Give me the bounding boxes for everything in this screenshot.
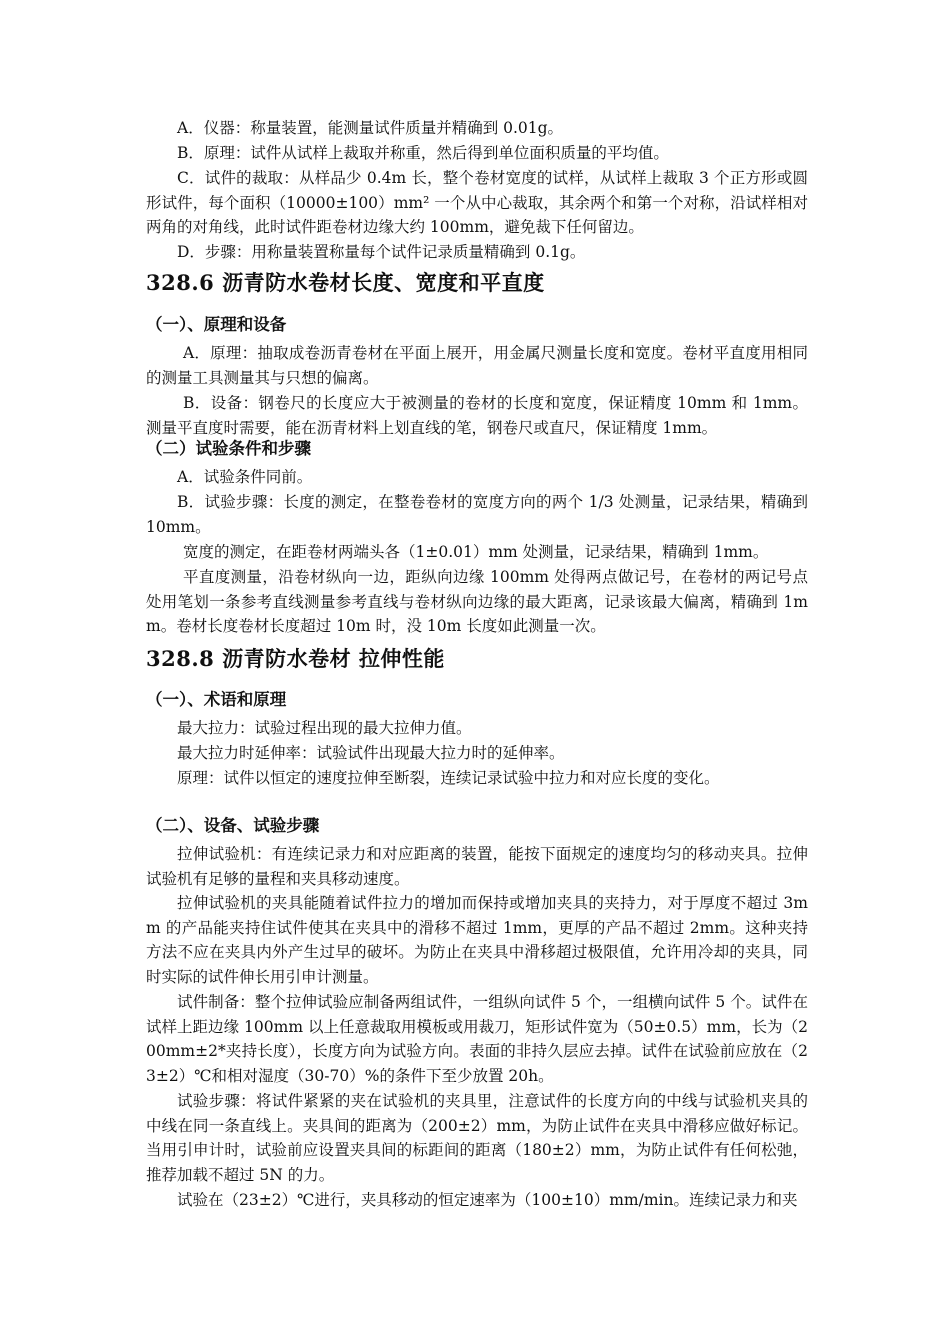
paragraph-elongation: 最大拉力时延伸率：试验试件出现最大拉力时的延伸率。 — [177, 744, 565, 762]
paragraph-tensile-principle: 原理：试件以恒定的速度拉伸至断裂，连续记录试验中拉力和对应长度的变化。 — [177, 769, 720, 787]
paragraph-instrument: A．仪器：称量装置，能测量试件质量并精确到 0.01g。 — [177, 119, 564, 137]
section-heading-328-8: 328.8 沥青防水卷材 拉伸性能 — [146, 646, 445, 671]
paragraph-conditions-a: A．试验条件同前。 — [177, 468, 313, 486]
paragraph-principle-a: A．原理：抽取成卷沥青卷材在平面上展开，用金属尺测量长度和宽度。卷材平直度用相同的测量工具测量其与只想的偏离。 — [146, 344, 808, 387]
subheading-equipment-steps: （二）、设备、试验步骤 — [146, 816, 320, 835]
paragraph-procedure: D．步骤：用称量装置称量每个试件记录质量精确到 0.1g。 — [177, 243, 586, 261]
subheading-terms-principle: （一）、术语和原理 — [146, 690, 287, 709]
paragraph-principle: B．原理：试件从试样上裁取并称重，然后得到单位面积质量的平均值。 — [177, 144, 669, 162]
paragraph-flatness-measure: 平直度测量，沿卷材纵向一边，距纵向边缘 100mm 处得两点做记号，在卷材的两记号点处用笔划一条参考直线测量参考直线与卷材纵向边缘的最大距离，记录该最大偏离，精确到 1mm。卷材长度卷材长度超过 10m 时，没 10m 长度如此测量一次。 — [146, 568, 808, 635]
paragraph-test-rate: 试验在（23±2）℃进行，夹具移动的恒定速率为（100±10）mm/min。连续记录力和夹 — [177, 1191, 798, 1209]
paragraph-equipment-b: B．设备：钢卷尺的长度应大于被测量的卷材的长度和宽度，保证精度 10mm 和 1mm。测量平直度时需要，能在沥青材料上划直线的笔，钢卷尺或直尺，保证精度 1mm。 — [146, 394, 808, 437]
paragraph-clamp: 拉伸试验机的夹具能随着试件拉力的增加而保持或增加夹具的夹持力，对于厚度不超过 3mm 的产品能夹持住试件使其在夹具中的滑移不超过 1mm，更厚的产品不超过 2mm。这种夹持方法不应在夹具内外产生过早的破坏。为防止在夹具中滑移超过极限值，允许用冷却的夹具，同时实际的试件伸长用引申计测量。 — [146, 894, 808, 986]
subheading-principle-equipment: （一）、原理和设备 — [146, 315, 287, 334]
subheading-test-conditions: （二）试验条件和步骤 — [146, 439, 311, 458]
paragraph-specimen-cutting: C．试件的裁取：从样品少 0.4m 长，整个卷材宽度的试样，从试样上裁取 3 个正方形或圆形试件，每个面积（10000±100）mm² 一个从中心裁取，其余两个和第一个对称，沿试样相对两角的对角线，此时试件距卷材边缘大约 100mm，避免裁下任何留边。 — [146, 169, 808, 236]
paragraph-test-steps: 试验步骤：将试件紧紧的夹在试验机的夹具里，注意试件的长度方向的中线与试验机夹具的中线在同一条直线上。夹具间的距离为（200±2）mm，为防止试件在夹具中滑移应做好标记。当用引申计时，试验前应设置夹具间的标距间的距离（180±2）mm，为防止试件有任何松弛，推荐加载不超过 5N 的力。 — [146, 1092, 808, 1184]
paragraph-steps-b: B．试验步骤：长度的测定，在整卷卷材的宽度方向的两个 1/3 处测量，记录结果，精确到 10mm。 — [146, 493, 808, 536]
paragraph-specimen-prep: 试件制备：整个拉伸试验应制备两组试件，一组纵向试件 5 个，一组横向试件 5 个。试件在试样上距边缘 100mm 以上任意裁取用模板或用裁刀，矩形试件宽为（50±0.5）mm，长为（200mm±2*夹持长度），长度方向为试验方向。表面的非持久层应去掉。试件在试验前应放在（23±2）℃和相对湿度（30-70）%的条件下至少放置 20h。 — [146, 993, 808, 1085]
paragraph-max-force: 最大拉力：试验过程出现的最大拉伸力值。 — [177, 719, 472, 737]
paragraph-tensile-machine: 拉伸试验机：有连续记录力和对应距离的装置，能按下面规定的速度均匀的移动夹具。拉伸试验机有足够的量程和夹具移动速度。 — [146, 845, 808, 888]
section-heading-328-6: 328.6 沥青防水卷材长度、宽度和平直度 — [146, 270, 545, 295]
paragraph-width-measure: 宽度的测定，在距卷材两端头各（1±0.01）mm 处测量，记录结果，精确到 1mm。 — [183, 543, 769, 561]
